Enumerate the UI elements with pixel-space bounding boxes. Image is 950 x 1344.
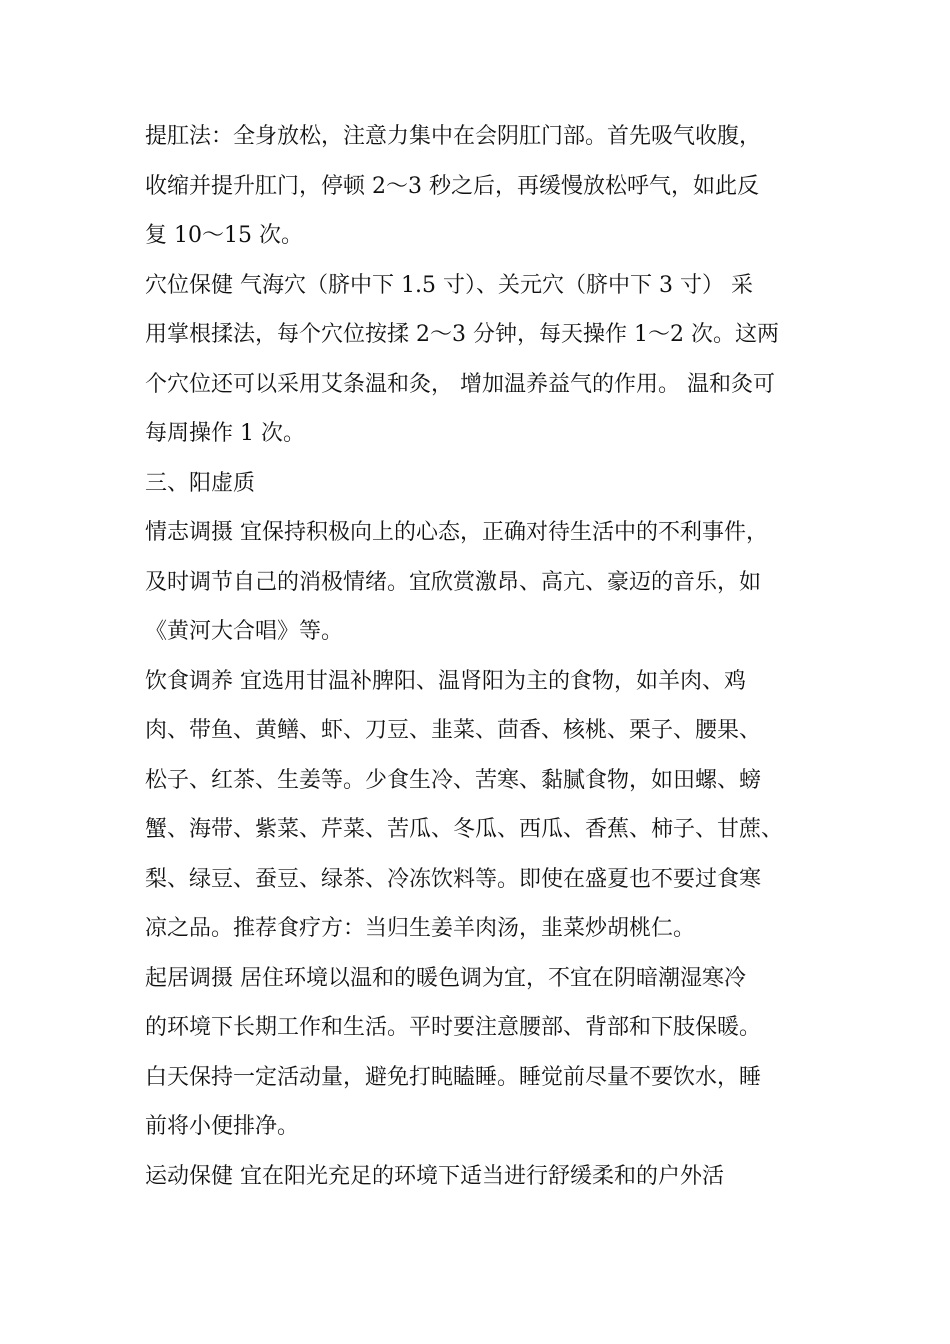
text-line: 起居调摄 居住环境以温和的暖色调为宜，不宜在阴暗潮湿寒冷 bbox=[145, 965, 746, 991]
text-line: 用掌根揉法，每个穴位按揉 2～3 分钟，每天操作 1～2 次。这两 bbox=[145, 322, 779, 347]
text-line: 《黄河大合唱》等。 bbox=[145, 619, 344, 644]
text-line: 收缩并提升肛门，停顿 2～3 秒之后，再缓慢放松呼气，如此反 bbox=[145, 173, 759, 199]
text-line: 运动保健 宜在阳光充足的环境下适当进行舒缓柔和的户外活 bbox=[145, 1163, 724, 1189]
text-line: 前将小便排净。 bbox=[145, 1114, 300, 1139]
text-line: 梨、绿豆、蚕豆、绿茶、冷冻饮料等。即使在盛夏也不要过食寒 bbox=[145, 866, 762, 892]
text-line: 情志调摄 宜保持积极向上的心态，正确对待生活中的不利事件， bbox=[145, 520, 768, 545]
text-line: 松子、红茶、生姜等。少食生冷、苦寒、黏腻食物，如田螺、螃 bbox=[145, 767, 762, 793]
text-line: 凉之品。推荐食疗方：当归生姜羊肉汤，韭菜炒胡桃仁。 bbox=[145, 916, 696, 941]
text-line: 肉、带鱼、黄鳝、虾、刀豆、韭菜、茴香、核桃、栗子、腰果、 bbox=[145, 718, 762, 743]
text-line: 饮食调养 宜选用甘温补脾阳、温肾阳为主的食物，如羊肉、鸡 bbox=[145, 668, 746, 694]
text-line: 蟹、海带、紫菜、芹菜、苦瓜、冬瓜、西瓜、香蕉、柿子、甘蔗、 bbox=[145, 817, 784, 842]
document-page bbox=[145, 112, 805, 1201]
text-line: 穴位保健 气海穴（脐中下 1.5 寸）、关元穴（脐中下 3 寸） 采 bbox=[145, 272, 753, 298]
text-line: 复 10～15 次。 bbox=[145, 223, 303, 248]
text-line: 每周操作 1 次。 bbox=[145, 421, 305, 446]
text-line: 白天保持一定活动量，避免打盹瞌睡。睡觉前尽量不要饮水，睡 bbox=[145, 1064, 762, 1090]
section-heading: 三、阳虚质 bbox=[145, 470, 256, 496]
text-line: 个穴位还可以采用艾条温和灸， 增加温养益气的作用。 温和灸可 bbox=[145, 371, 775, 397]
text-line: 的环境下长期工作和生活。平时要注意腰部、背部和下肢保暖。 bbox=[145, 1015, 762, 1040]
text-line: 及时调节自己的消极情绪。宜欣赏激昂、高亢、豪迈的音乐，如 bbox=[145, 569, 762, 595]
text-line: 提肛法：全身放松，注意力集中在会阴肛门部。首先吸气收腹， bbox=[145, 124, 762, 149]
